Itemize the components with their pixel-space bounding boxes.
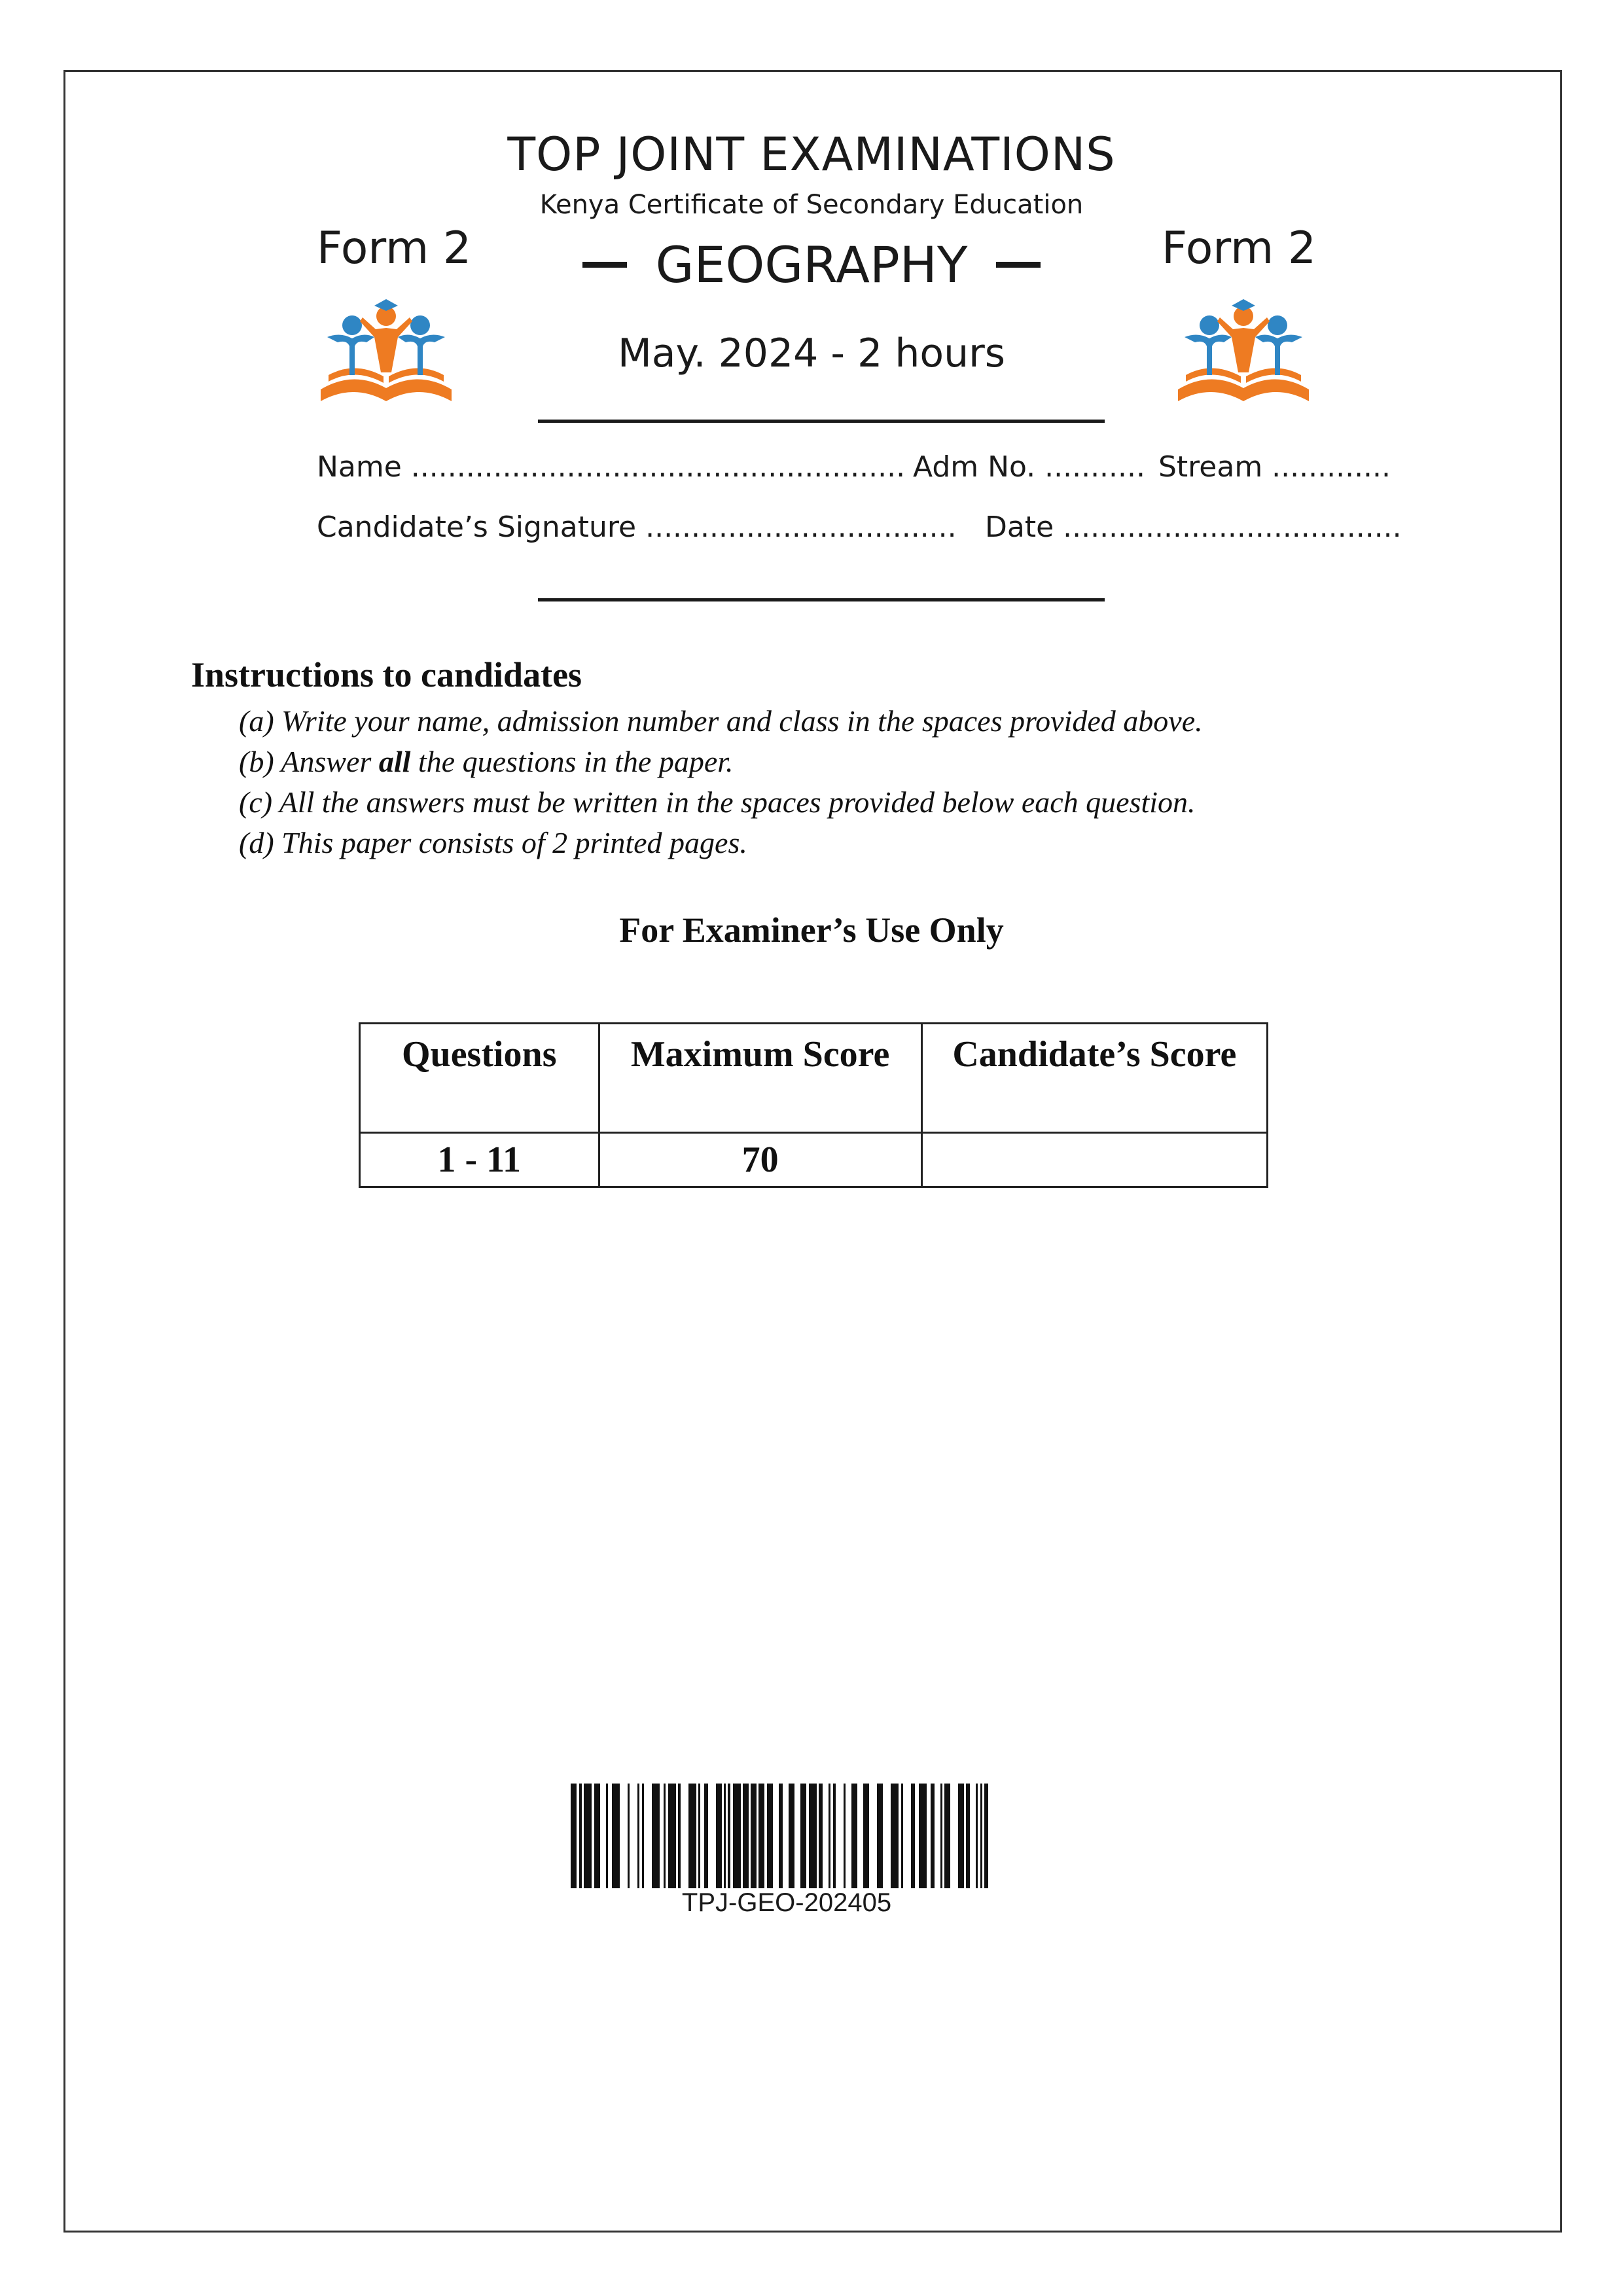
header-divider-top <box>538 420 1105 423</box>
column-header-candidate-score: Candidate’s Score <box>921 1024 1267 1133</box>
score-table <box>359 1022 1268 1188</box>
examiner-heading: For Examiner’s Use Only <box>619 910 1004 950</box>
form-label-right: Form 2 <box>1162 223 1317 274</box>
name-field[interactable]: Name ...................................................... <box>317 450 906 484</box>
instruction-b <box>239 744 734 779</box>
barcode-icon <box>571 1784 1003 1888</box>
adm-no-field[interactable]: Adm No. ........... <box>913 450 1145 484</box>
date-field[interactable]: Date ..................................... <box>985 511 1402 544</box>
instruction-b-start: (b) Answer <box>239 745 379 778</box>
stream-field[interactable]: Stream ............. <box>1158 450 1391 484</box>
instruction-b-end: the questions in the paper. <box>410 745 734 778</box>
barcode-text: TPJ-GEO-202405 <box>681 1888 892 1917</box>
exam-title: TOP JOINT EXAMINATIONS <box>507 128 1116 181</box>
instruction-c: (c) All the answers must be written in the spaces provided below each question. <box>239 785 1196 819</box>
instructions-heading: Instructions to candidates <box>191 655 582 694</box>
column-header-questions: Questions <box>360 1024 599 1133</box>
subject-heading <box>0 236 1623 294</box>
form-label-left: Form 2 <box>317 223 472 274</box>
score-table-header <box>360 1024 1268 1133</box>
signature-field[interactable]: Candidate’s Signature .................................. <box>317 511 957 544</box>
left-dash <box>582 262 627 268</box>
candidate-score-cell[interactable] <box>921 1133 1267 1187</box>
maximum-score-cell: 70 <box>599 1133 921 1187</box>
questions-cell: 1 - 11 <box>360 1133 599 1187</box>
exam-subtitle: Kenya Certificate of Secondary Education <box>539 190 1084 220</box>
instruction-a: (a) Write your name, admission number and class in the spaces provided above. <box>239 704 1203 738</box>
column-header-maximum-score: Maximum Score <box>599 1024 921 1133</box>
instruction-d: (d) This paper consists of 2 printed pages. <box>239 826 747 859</box>
right-dash <box>996 262 1041 268</box>
table-row <box>360 1133 1268 1187</box>
header-divider-bottom <box>538 598 1105 601</box>
instruction-b-emphasis: all <box>378 745 411 778</box>
subject-name: GEOGRAPHY <box>655 236 968 294</box>
exam-date-duration: May. 2024 - 2 hours <box>617 331 1006 376</box>
